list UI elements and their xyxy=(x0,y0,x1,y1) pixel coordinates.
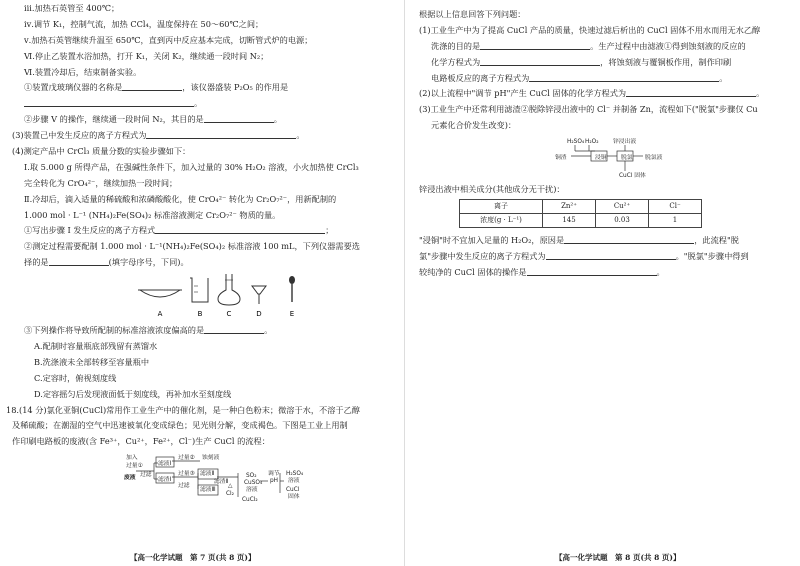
write-2b: 择的是 (填字母序号，下同)。 xyxy=(24,257,189,268)
svg-text:pH: pH xyxy=(270,478,279,485)
table-row: 浓度(g · L⁻¹) 145 0.03 1 xyxy=(460,214,702,228)
svg-text:过滤: 过滤 xyxy=(140,472,152,479)
svg-text:加入: 加入 xyxy=(126,455,138,462)
svg-text:固体: 固体 xyxy=(288,494,300,501)
svg-text:调节: 调节 xyxy=(268,471,280,478)
answer-blank[interactable] xyxy=(564,235,694,244)
answer-blank[interactable] xyxy=(204,114,274,123)
r1d: 化学方程式为 ，将蚀刻液与覆铜板作用，制作印刷 xyxy=(431,56,732,67)
svg-text:废液: 废液 xyxy=(124,475,136,482)
answer-blank[interactable] xyxy=(122,82,182,91)
svg-text:过滤: 过滤 xyxy=(178,483,190,490)
dropper-icon xyxy=(289,276,295,302)
r4c: 氯"步骤中发生反应的离子方程式为 。"脱氯"步骤中得到 xyxy=(419,250,749,261)
intro: 根据以上信息回答下列问题： xyxy=(419,9,526,19)
ion-table xyxy=(459,199,702,228)
cucl-flowchart xyxy=(12,451,392,503)
answer-blank[interactable] xyxy=(480,57,600,66)
step-5: ⅴ.加热石英管继续升温至 650℃，直到丙中反应基本完成，切断管式炉的电源； xyxy=(24,34,313,45)
apparatus-label: B xyxy=(197,310,203,319)
svg-text:蚀刻液: 蚀刻液 xyxy=(202,455,220,462)
question-4: (4)测定产品中 CrCl₃ 质量分数的实验步骤如下： xyxy=(12,146,191,157)
question-18a: 18.(14 分)氯化亚铜(CuCl)常用作工业生产中的催化剂，是一种白色粉末；微溶于水，不溶于乙醇 xyxy=(6,404,360,415)
svg-text:脱氯: 脱氯 xyxy=(621,155,633,162)
svg-text:过量①: 过量① xyxy=(126,463,143,470)
svg-text:H₂SO₄: H₂SO₄ xyxy=(567,139,585,146)
write-2a: ②测定过程需要配制 1.000 mol · L⁻¹(NH₄)₂Fe(SO₄)₂ 标准溶液 100 mL，下列仪器需要选 xyxy=(24,241,360,252)
svg-text:锌浸出液: 锌浸出液 xyxy=(613,139,637,146)
step-ii-a: Ⅱ.冷却后，滴入适量的稀硫酸和浓磷酸酸化，使 CrO₄²⁻ 转化为 Cr₂O₇²⁻，用新配制的 xyxy=(24,193,337,204)
svg-text:铜渣: 铜渣 xyxy=(555,155,567,162)
apparatus-label: A xyxy=(157,310,163,319)
answer-blank[interactable] xyxy=(626,88,756,97)
svg-text:溶液: 溶液 xyxy=(288,478,300,485)
svg-text:H₂SO₄: H₂SO₄ xyxy=(286,471,304,478)
step-7: Ⅵ.装置冷却后，结束制备实验。 xyxy=(24,66,142,77)
svg-text:CuCl₂: CuCl₂ xyxy=(242,497,258,504)
svg-text:CuSO₄: CuSO₄ xyxy=(244,480,263,487)
svg-text:滤渣Ⅰ: 滤渣Ⅰ xyxy=(158,477,172,484)
answer-blank[interactable] xyxy=(529,73,719,82)
question-18b: 及稀硫酸；在潮湿的空气中迅速被氧化变成绿色；见光则分解，变成褐色。下图是工业上用制 xyxy=(12,420,348,431)
option-c: C.定容时，俯视刻度线 xyxy=(34,372,117,383)
svg-text:浸铜: 浸铜 xyxy=(595,155,607,162)
step-3: ⅲ.加热石英管至 400℃； xyxy=(24,3,120,13)
question-2: ②步骤 Ⅴ 的操作，继续通一段时间 N₂，其目的是 。 xyxy=(24,114,282,125)
step-i-a: Ⅰ.取 5.000 g 所得产品，在强碱性条件下，加入过量的 30% H₂O₂ 溶液，小火加热使 CrCl₃ xyxy=(24,161,359,172)
answer-blank[interactable] xyxy=(146,130,296,139)
option-a: A.配制时容量瓶底部残留有蒸馏水 xyxy=(34,341,158,352)
table-intro: 锌浸出液中相关成分(其他成分无干扰)： xyxy=(419,184,565,195)
evaporating-dish-icon xyxy=(138,290,182,297)
r1b: 洗涤的目的是 。生产过程中由滤液①得到蚀刻液的反应的 xyxy=(431,40,746,51)
table-row: 离子 Zn²⁺ Cu²⁺ Cl⁻ xyxy=(460,200,702,214)
svg-text:滤液Ⅲ: 滤液Ⅲ xyxy=(200,487,216,494)
step-4: ⅳ.调节 K₁，控制气流，加热 CCl₄，温度保持在 50～60℃之间； xyxy=(24,18,264,29)
svg-text:Cl₂: Cl₂ xyxy=(226,491,234,498)
r4a: "浸铜"时不宜加入足量的 H₂O₂，原因是 ，此流程"脱 xyxy=(419,235,739,246)
apparatus-figure xyxy=(12,272,392,322)
svg-text:脱氯液: 脱氯液 xyxy=(645,155,663,162)
step-6: Ⅵ.停止乙装置水浴加热，打开 K₁，关闭 K₂，继续通一段时间 N₂； xyxy=(24,50,269,61)
funnel-icon xyxy=(252,286,266,304)
question-1: ①装置戊玻璃仪器的名称是 ，该仪器盛装 P₂O₅ 的作用是 xyxy=(24,82,289,93)
answer-blank[interactable] xyxy=(480,41,590,50)
step-i-b: 完全转化为 CrO₄²⁻，继续加热一段时间； xyxy=(24,177,178,188)
step-ii-b: 1.000 mol · L⁻¹ (NH₄)₂Fe(SO₄)₂ 标准溶液测定 Cr₂O₇²⁻ 物质的量。 xyxy=(24,209,281,220)
option-b: B.洗涤液未全部转移至容量瓶中 xyxy=(34,356,150,367)
question-3: (3)装置己中发生反应的离子方程式为 。 xyxy=(12,130,305,141)
right-page xyxy=(404,0,800,566)
zinc-flowchart xyxy=(419,135,789,183)
r1a: (1)工业生产中为了提高 CuCl 产品的质量，快速过滤后析出的 CuCl 固体不用水而用无水乙醇 xyxy=(419,24,761,35)
answer-blank[interactable] xyxy=(204,325,264,334)
svg-text:溶液: 溶液 xyxy=(246,487,258,494)
option-d: D.定容摇匀后发现液面低于刻度线，再补加水至刻度线 xyxy=(34,388,232,399)
svg-text:△: △ xyxy=(228,483,233,490)
page-footer: 【高一化学试题 第 7 页(共 8 页)】 xyxy=(130,553,256,563)
write-1: ①写出步骤 Ⅰ 发生反应的离子方程式 ； xyxy=(24,225,334,236)
answer-blank[interactable] xyxy=(49,257,109,266)
svg-text:CuCl: CuCl xyxy=(286,487,300,494)
apparatus-label: D xyxy=(256,310,262,319)
question-18c: 作印刷电路板的废液(含 Fe³⁺，Cu²⁺，Fe²⁺，Cl⁻)生产 CuCl 的流程： xyxy=(12,436,270,447)
svg-text:SO₂: SO₂ xyxy=(246,473,257,480)
r2: (2)以上流程中"调节 pH"产生 CuCl 固体的化学方程式为 。 xyxy=(419,88,765,99)
answer-blank[interactable] xyxy=(546,251,676,260)
answer-blank[interactable] xyxy=(24,98,194,107)
r1f: 电路板反应的离子方程式为 。 xyxy=(431,72,728,83)
page-footer: 【高一化学试题 第 8 页(共 8 页)】 xyxy=(555,553,681,563)
svg-text:CuCl 固体: CuCl 固体 xyxy=(619,173,646,180)
svg-text:过量③: 过量③ xyxy=(178,471,195,478)
apparatus-label: E xyxy=(289,310,295,319)
svg-text:过量②: 过量② xyxy=(178,455,195,462)
volumetric-flask-icon xyxy=(218,274,240,305)
svg-text:H₂O₂: H₂O₂ xyxy=(585,139,599,146)
r3b: 元素化合价发生改变)： xyxy=(431,120,517,131)
left-page: ⅲ.加热石英管至 400℃； ⅳ.调节 K₁，控制气流，加热 CCl₄，温度保持在 50～60℃之间； ⅴ.加热石英管继续升温至 650℃，直到丙中反应基本完成，切断管式炉的电源； Ⅵ.停止乙装置水浴加热，打开 K₁，关闭 K₂，继续通一段时间 N₂； Ⅵ.装置冷却后，结束制备实验。 ①装置戊玻璃仪器的名称是 ，该仪器盛装 P₂O₅ 的作用是 。 ②步骤 Ⅴ 的操作，继续通一段时间 N₂，其目的是 。 (3)装置己中发生反应的离子方程式为 。 (4)测定产品中 CrCl₃ 质量分数的实验步骤如下： Ⅰ.取 5.000 g 所得产品，在强碱性条件下，加入过量的 30% H₂O₂ 溶液，小火加热使 CrCl₃ 完全转化为 CrO₄²⁻，继续加热一段时间； Ⅱ.冷却后，滴入适量的稀硫酸和浓磷酸酸化，使 CrO₄²⁻ 转化为 Cr₂O₇²⁻，用新配制的 1.000 mol · L⁻¹ (NH₄)₂Fe(SO₄)₂ 标准溶液测定 Cr₂O₇²⁻ 物质的量。 ①写出步骤 Ⅰ 发生反应的离子方程式 ； ②测定过程需要配制 1.000 mol · L⁻¹(NH₄)₂Fe(SO₄)₂ 标准溶液 100 mL，下列仪器需要选 择的是 (填字母序号，下同)。 A B C D E ③下列操作将导致所配制的标准溶液浓度偏高的是 。 A.配制时容量瓶底部残留有蒸馏水 B.洗涤液未全部转移至容量瓶中 C.定容时，俯视刻度线 D.定容摇匀后发现液面低于刻度线，再补加水至刻度线 18.(14 分)氯化亚铜(CuCl)常用作工业生产中的催化剂，是一种白色粉末；微溶于水，不溶于乙醇 及稀硫酸；在潮湿的空气中迅速被氧化变成绿色；见光则分解，变成褐色。下图是工业上用制 作印刷电路板的废液(含 Fe³⁺，Cu²⁺，Fe²⁺，Cl⁻)生产 CuCl 的流程： 废液 加入 过量① 过滤 滤液Ⅰ 过量② 蚀刻液 滤渣Ⅰ 过量③ 过滤 滤液Ⅱ 滤液Ⅲ 滤渣Ⅱ △ Cl₂ SO₂ CuSO₄ 溶液 CuCl₂ 调节 pH H₂SO₄ 溶液 CuCl 固体 【高一化学试题 第 7 页(共 8 页)】 xyxy=(0,0,400,566)
svg-text:滤液Ⅱ: 滤液Ⅱ xyxy=(200,471,215,478)
r3a: (3)工业生产中还常利用滤渣②脱除锌浸出液中的 Cl⁻ 并制备 Zn，流程如下("脱氯"步骤仅 Cu xyxy=(419,104,758,115)
apparatus-label: C xyxy=(226,310,232,319)
write-3: ③下列操作将导致所配制的标准溶液浓度偏高的是 。 xyxy=(24,325,273,336)
beaker-icon xyxy=(190,278,208,302)
answer-blank[interactable] xyxy=(527,267,657,276)
svg-text:滤渣Ⅱ: 滤渣Ⅱ xyxy=(214,479,229,486)
svg-text:滤液Ⅰ: 滤液Ⅰ xyxy=(158,461,172,468)
answer-blank[interactable] xyxy=(155,225,325,234)
r4e: 较纯净的 CuCl 固体的操作是 。 xyxy=(419,266,665,277)
